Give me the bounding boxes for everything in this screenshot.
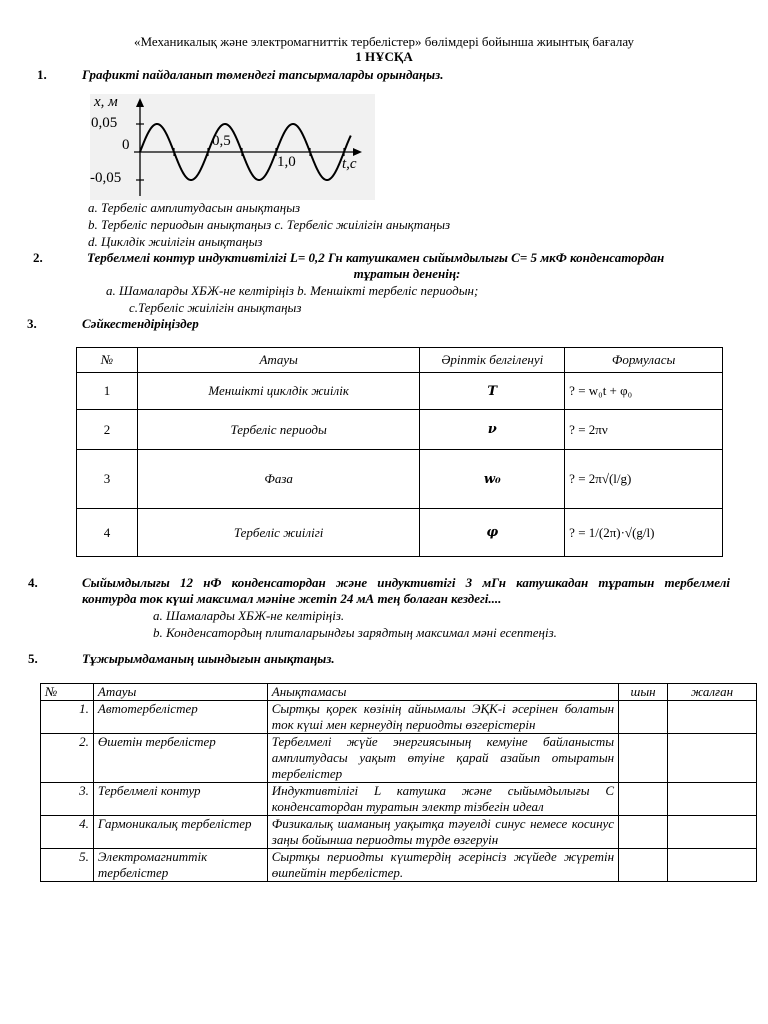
quantity-formula: ? = 1/(2π)·√(g/l)	[565, 509, 723, 557]
table-row	[41, 734, 757, 783]
oscillation-graph	[90, 94, 375, 200]
q2-text-line2: тұратын дененің:	[353, 266, 461, 281]
table-row	[41, 701, 757, 734]
quantity-name: Меншікті циклдік жиілік	[137, 373, 419, 410]
quantity-formula: ? = w₀t + φ₀	[565, 373, 723, 410]
table-row	[77, 373, 723, 410]
concept-definition: Сыртқы периодты күштердің әсерінсіз жүйеде жүретін өшпейтін тербелістер.	[267, 849, 618, 882]
col-header: №	[41, 684, 94, 701]
table-row	[41, 783, 757, 816]
col-header: Атауы	[93, 684, 267, 701]
y-tick-label-bottom: -0,05	[90, 170, 122, 186]
true-false-table	[40, 683, 757, 882]
false-answer-cell[interactable]	[668, 783, 757, 816]
table-row	[77, 450, 723, 509]
y-axis-arrow	[136, 98, 144, 107]
quantity-name: Тербеліс периоды	[137, 410, 419, 450]
quantity-formula: ? = 2πν	[565, 410, 723, 450]
q1-number: 1.	[37, 67, 47, 82]
quantity-formula: ? = 2π√(l/g)	[565, 450, 723, 509]
concept-name: Гармоникалық тербелістер	[93, 816, 267, 849]
q1-item-a: a. Тербеліс амплитудасын анықтаңыз	[88, 200, 301, 215]
row-number: 3.	[41, 783, 94, 816]
y-tick-label-top: 0,05	[91, 115, 118, 131]
oscillation-graph-svg	[90, 94, 375, 200]
y-axis-label: x, м	[94, 94, 118, 110]
row-number: 2.	[41, 734, 94, 783]
quantity-symbol: φ	[420, 509, 565, 557]
quantity-symbol: ν	[420, 410, 565, 450]
false-answer-cell[interactable]	[668, 816, 757, 849]
col-header: Формуласы	[565, 348, 723, 373]
true-answer-cell[interactable]	[619, 816, 668, 849]
concept-definition: Тербелмелі жүйе энергиясының кемуіне байланысты амплитудасы уақыт өтуіне қарай азайып отыратын тербелістер	[267, 734, 618, 783]
quantity-symbol: T	[420, 373, 565, 410]
q4-item-b: b. Конденсатордың плиталарындғы зарядтың максимал мәні есептеңіз.	[153, 625, 557, 640]
false-answer-cell[interactable]	[668, 734, 757, 783]
variant-label: 1 НҰСҚА	[355, 49, 413, 64]
concept-name: Тербелмелі контур	[93, 783, 267, 816]
q1-item-d: d. Циклдік жиілігін анықтаңыз	[88, 234, 263, 249]
q3-number: 3.	[27, 316, 37, 331]
col-header: Әріптік белгіленуі	[420, 348, 565, 373]
table-header-row	[77, 348, 723, 373]
concept-name: Өшетін тербелістер	[93, 734, 267, 783]
concept-name: Электромагниттік тербелістер	[93, 849, 267, 882]
col-header: жалған	[668, 684, 757, 701]
table-row	[41, 816, 757, 849]
true-answer-cell[interactable]	[619, 783, 668, 816]
y-tick-label-zero: 0	[122, 137, 130, 153]
true-answer-cell[interactable]	[619, 734, 668, 783]
x-tick-label: 0,5	[212, 133, 231, 149]
q5-text: Тұжырымдаманың шындығын анықтаңыз.	[82, 651, 335, 666]
table-row	[41, 849, 757, 882]
quantity-name: Тербеліс жиілігі	[137, 509, 419, 557]
quantity-name: Фаза	[137, 450, 419, 509]
q3-text: Сәйкестендіріңіздер	[82, 316, 199, 331]
q2-number: 2.	[33, 250, 43, 265]
concept-definition: Физикалық шаманың уақытқа тәуелді синус немесе косинус заңы бойынша периодты түрде өзгеруін	[267, 816, 618, 849]
concept-definition: Сыртқы қорек көзінің айнымалы ЭҚК-і әсерінен болатын ток күші мен кернеудің периодты өзгерістерін	[267, 701, 618, 734]
col-header: Атауы	[137, 348, 419, 373]
q5-number: 5.	[28, 651, 38, 666]
x-axis-label: t,c	[342, 156, 357, 172]
q1-text: Графикті пайдаланып төмендегі тапсырмаларды орындаңыз.	[82, 67, 444, 82]
q4-text-line2: контурда ток күші максимал мәніне жетіп 24 мА тең болаған кездегі....	[82, 591, 502, 606]
concept-name: Автотербелістер	[93, 701, 267, 734]
q2-text-line1: Тербелмелі контур индуктивтілігі L= 0,2 Гн катушкамен сыйымдылығы С= 5 мкФ конденсатордан	[87, 250, 665, 265]
col-header: №	[77, 348, 138, 373]
q4-text-line1: Сыйымдылығы 12 нФ конденсатордан және индуктивтігі 3 мГн катушкадан тұратын тербелмелі	[82, 575, 730, 590]
q1-item-b: b. Тербеліс периодын анықтаңыз c. Тербеліс жиілігін анықтаңыз	[88, 217, 451, 232]
table-row	[77, 509, 723, 557]
row-number: 2	[77, 410, 138, 450]
col-header: Анықтамасы	[267, 684, 618, 701]
row-number: 1	[77, 373, 138, 410]
concept-definition: Индуктивтілігі L катушка және сыйымдылығы С конденсатордан туратын электр тізбегін идеал	[267, 783, 618, 816]
row-number: 4	[77, 509, 138, 557]
page-title: «Механикалық және электромагниттік тербелістер» бөлімдері бойынша жиынтық бағалау	[133, 34, 635, 49]
false-answer-cell[interactable]	[668, 701, 757, 734]
row-number: 4.	[41, 816, 94, 849]
table-header-row	[41, 684, 757, 701]
quantity-symbol: w₀	[420, 450, 565, 509]
q2-item-a: a. Шамаларды ХБЖ-не келтіріңіз b. Меншікті тербеліс периодын;	[106, 283, 479, 298]
q2-item-c: c.Тербеліс жиілігін анықтаңыз	[129, 300, 302, 315]
row-number: 5.	[41, 849, 94, 882]
false-answer-cell[interactable]	[668, 849, 757, 882]
q4-item-a: a. Шамаларды ХБЖ-не келтіріңіз.	[153, 608, 345, 623]
true-answer-cell[interactable]	[619, 701, 668, 734]
q4-number: 4.	[28, 575, 38, 590]
row-number: 1.	[41, 701, 94, 734]
matching-table	[76, 347, 723, 557]
true-answer-cell[interactable]	[619, 849, 668, 882]
col-header: шын	[619, 684, 668, 701]
x-tick-label: 1,0	[277, 154, 296, 170]
row-number: 3	[77, 450, 138, 509]
table-row	[77, 410, 723, 450]
x-axis-arrow	[353, 148, 362, 156]
